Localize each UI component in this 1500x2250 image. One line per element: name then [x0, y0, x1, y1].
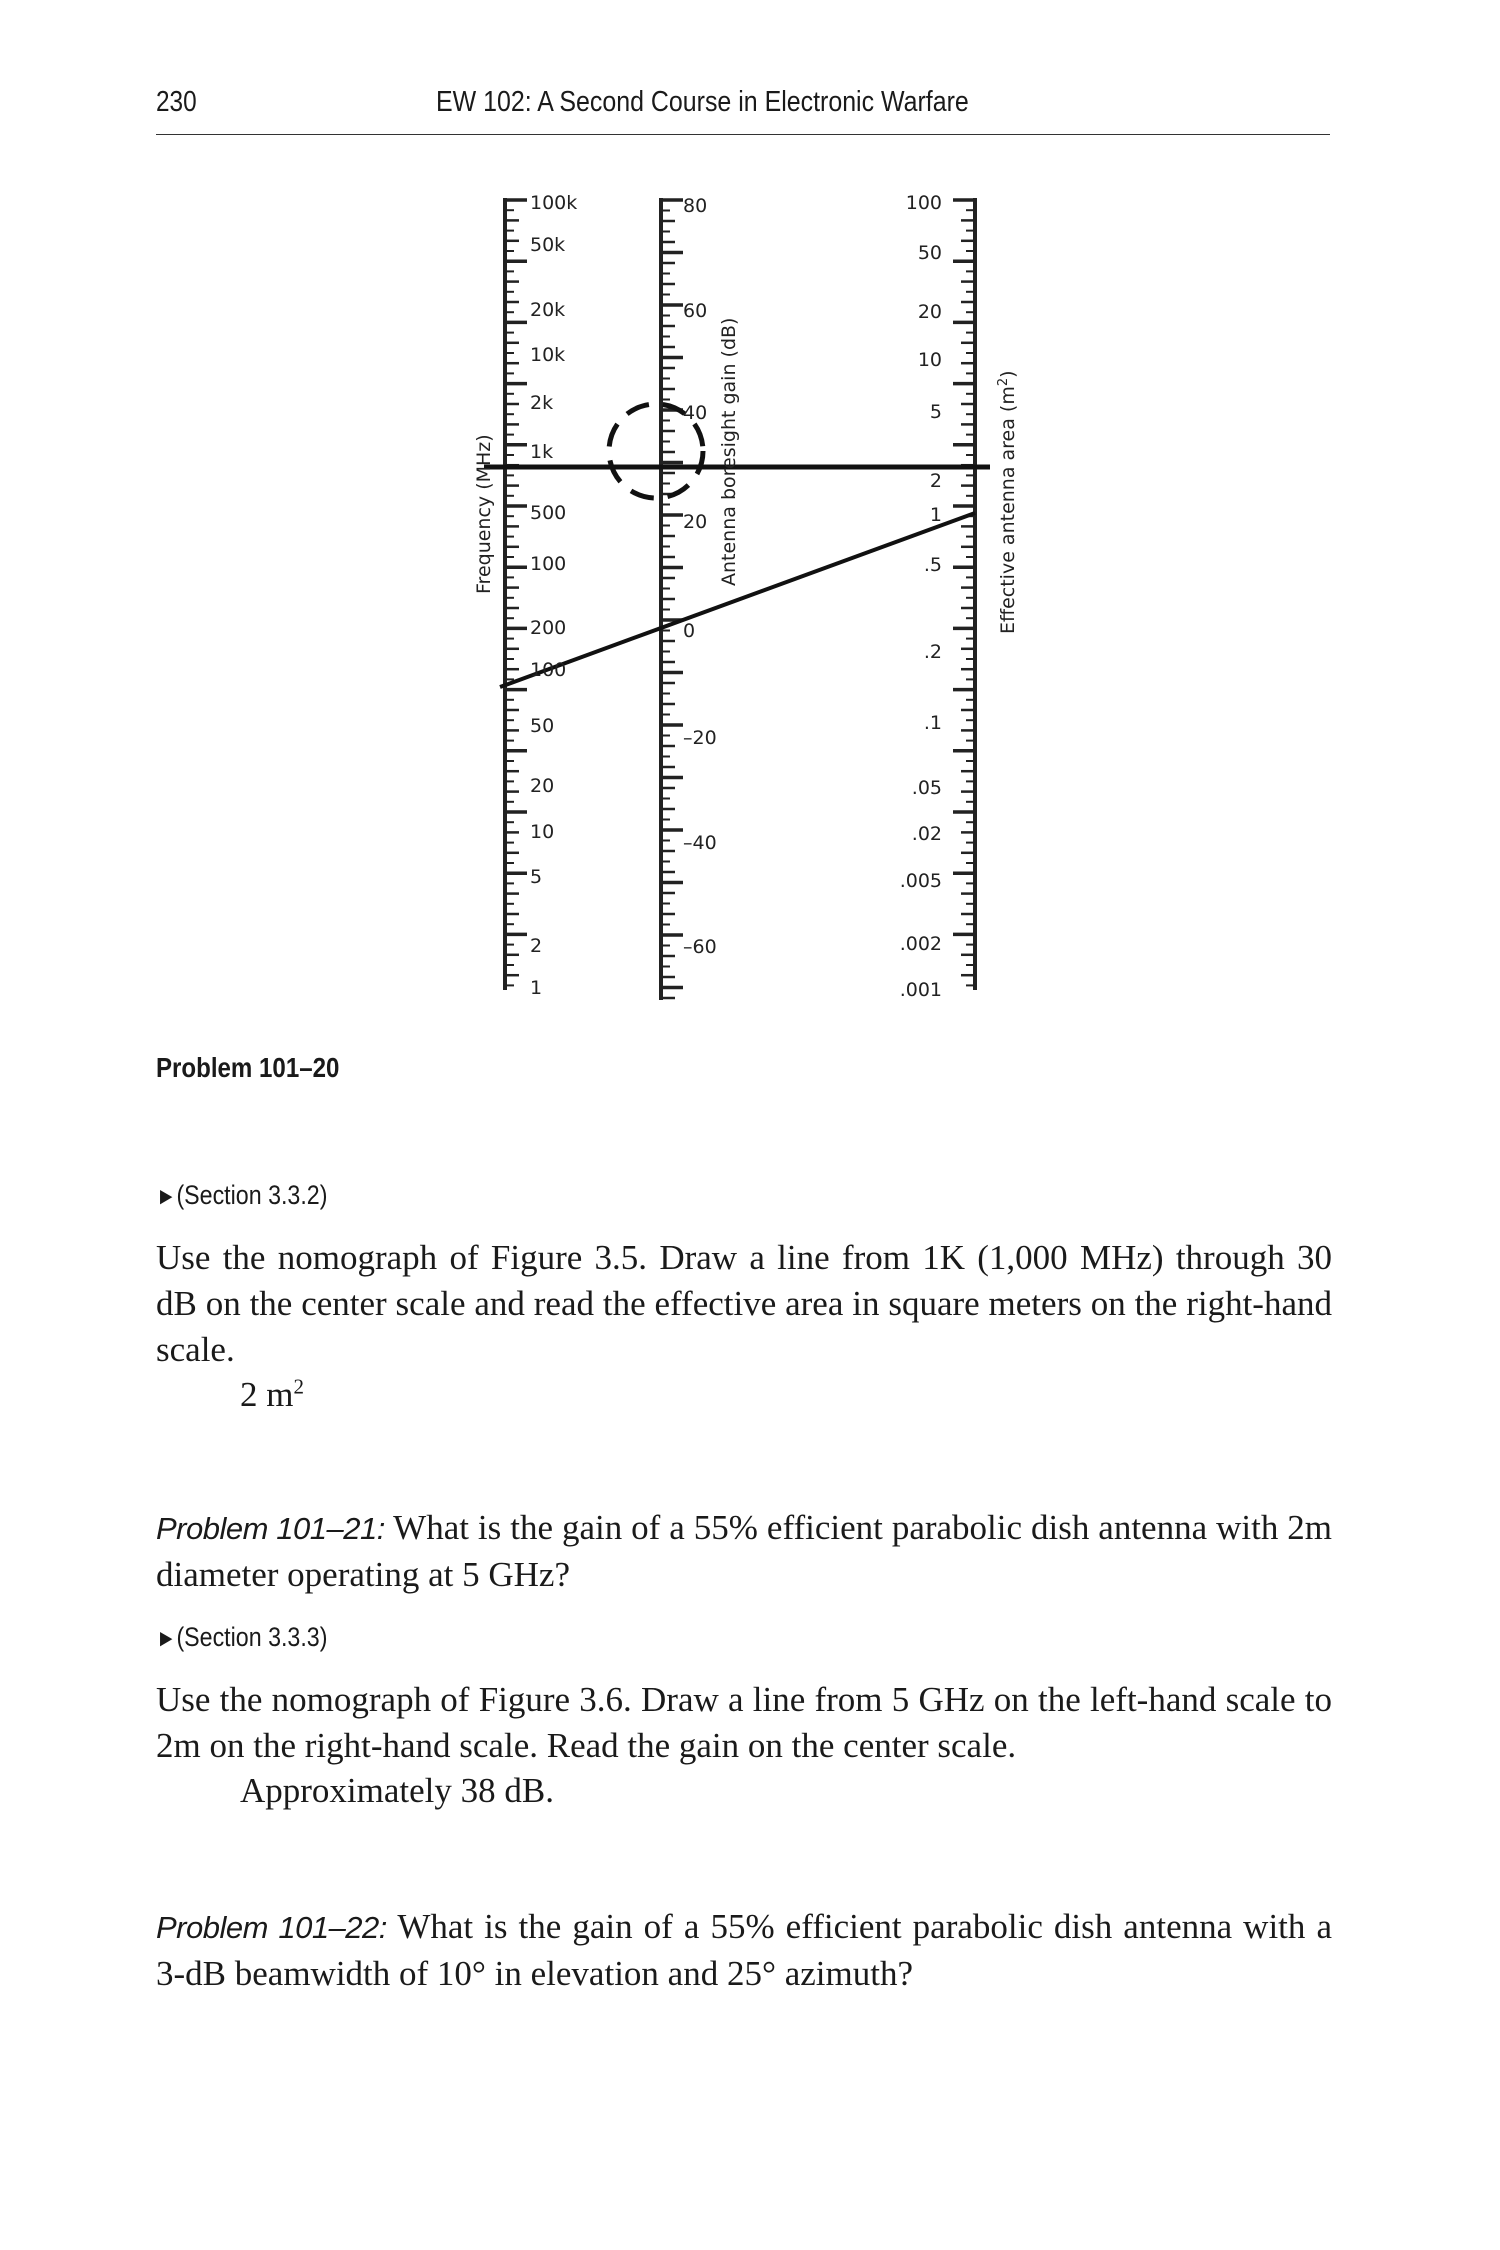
area-label: 10 [917, 349, 942, 371]
section-marker-icon: ► [156, 1183, 177, 1210]
freq-label: 10 [530, 821, 555, 843]
area-label: .002 [899, 933, 942, 955]
freq-label: 100 [530, 659, 567, 681]
gain-label: –20 [683, 727, 717, 749]
area-label: 5 [929, 401, 942, 423]
freq-label: 1k [530, 441, 554, 463]
freq-label: 1 [530, 977, 543, 999]
freq-label: 100 [530, 553, 567, 575]
gain-label: 80 [683, 195, 708, 217]
area-label: .001 [899, 979, 942, 1001]
freq-label: 200 [530, 617, 567, 639]
problem-22-question [156, 1904, 1332, 1997]
area-label: 2 [929, 470, 942, 492]
gain-label: –40 [683, 832, 717, 854]
freq-label: 500 [530, 502, 567, 524]
freq-label: 2 [530, 935, 543, 957]
problem-21-label: Problem 101–21: [156, 1511, 385, 1546]
freq-label: 50 [530, 715, 555, 737]
section-marker-icon: ► [156, 1625, 177, 1652]
problem-22-question-text: What is the gain of a 55% efficient parabolic dish antenna with a 3-dB beamwidth of 10° in elevation and 25° azimuth? [156, 1907, 1332, 1993]
section-label: (Section 3.3.3) [176, 1622, 328, 1652]
problem-20-answer: 2 $m^2$ [240, 1374, 304, 1414]
frequency-scale-title: Frequency (MHz) [473, 434, 495, 594]
freq-label: 10k [530, 344, 566, 366]
gain-scale-ticks [661, 200, 683, 998]
problem-20-heading: Problem 101–20 [156, 1052, 340, 1083]
freq-label: 50k [530, 234, 566, 256]
gain-label: 0 [683, 620, 696, 642]
problem-22-label: Problem 101–22: [156, 1910, 387, 1945]
area-label: 50 [917, 242, 942, 264]
running-title: EW 102: A Second Course in Electronic Warfare [436, 86, 969, 118]
problem-21-answer: Approximately 38 dB. [240, 1771, 554, 1810]
problem-20-section-ref [156, 1180, 327, 1211]
freq-label: 2k [530, 392, 554, 414]
freq-label: 20 [530, 775, 555, 797]
area-scale-title: Effective antenna area $(m^2)$ [996, 370, 1019, 634]
area-label: 20 [917, 301, 942, 323]
page-number: 230 [156, 86, 197, 118]
area-label: .005 [899, 870, 942, 892]
freq-label: 5 [530, 866, 543, 888]
problem-21-question-text: What is the gain of a 55% efficient parabolic dish antenna with 2m diameter operating at 5 GHz? [156, 1508, 1333, 1594]
problem-21-section-ref [156, 1622, 327, 1653]
gain-label: 40 [683, 402, 708, 424]
gain-label: 20 [683, 511, 708, 533]
area-label: .02 [911, 823, 942, 845]
area-label: .5 [923, 554, 942, 576]
area-label: .2 [923, 641, 942, 663]
section-label: (Section 3.3.2) [176, 1180, 328, 1210]
freq-label: 100k [530, 192, 578, 214]
area-label: 100 [905, 192, 942, 214]
gain-scale-title: Antenna boresight gain (dB) [718, 317, 740, 586]
area-label: .1 [923, 712, 942, 734]
gain-label: –60 [683, 936, 717, 958]
problem-21-text: Use the nomograph of Figure 3.6. Draw a line from 5 GHz on the left-hand scale to 2m on the right-hand scale. Read the gain on the center scale. [156, 1680, 1332, 1765]
area-label: .05 [911, 777, 942, 799]
problem-21-question [156, 1505, 1332, 1598]
frequency-scale-ticks [505, 200, 527, 985]
problem-20-text: Use the nomograph of Figure 3.5. Draw a line from 1K (1,000 MHz) through 30 dB on the center scale and read the effective area in square meters on the right-hand scale. [156, 1238, 1332, 1369]
area-scale-ticks [953, 200, 975, 985]
freq-label: 20k [530, 299, 566, 321]
gain-label: 60 [683, 300, 708, 322]
area-label: 1 [929, 504, 942, 526]
nomograph-figure [0, 0, 1500, 1020]
